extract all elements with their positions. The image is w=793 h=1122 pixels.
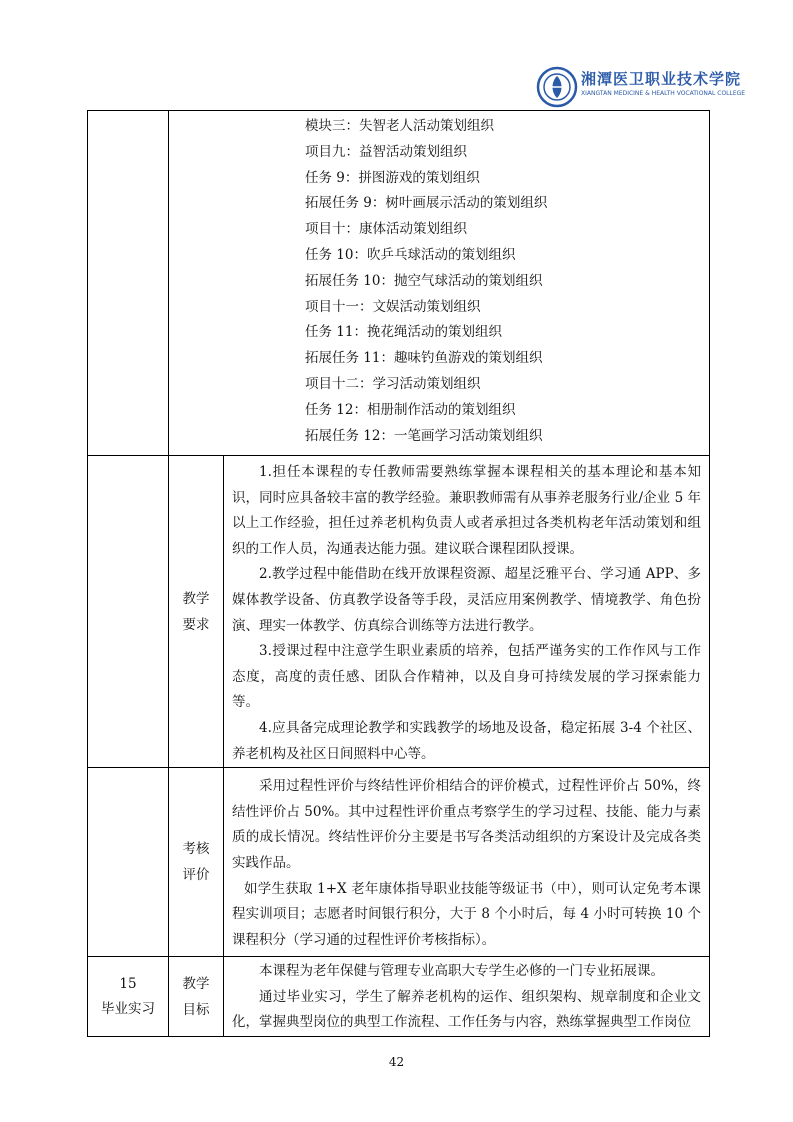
content-line: 拓展任务 10：抛空气球活动的策划组织 bbox=[305, 272, 543, 289]
course-number-name-cell bbox=[88, 957, 169, 1037]
curriculum-table bbox=[87, 110, 710, 1037]
college-logo bbox=[536, 66, 746, 108]
course-name: 毕业实习 bbox=[101, 1000, 155, 1017]
teaching-goal-cell bbox=[224, 957, 710, 1037]
table-row bbox=[88, 111, 710, 456]
assessment-label bbox=[169, 768, 224, 957]
teaching-requirements-cell bbox=[224, 456, 710, 768]
content-line: 模块三：失智老人活动策划组织 bbox=[305, 118, 494, 134]
label-text: 教学要求 bbox=[182, 590, 210, 633]
college-emblem-icon bbox=[536, 66, 578, 108]
content-line: 任务 10：吹乒乓球活动的策划组织 bbox=[305, 246, 516, 263]
content-line: 拓展任务 11：趣味钓鱼游戏的策划组织 bbox=[305, 350, 543, 367]
table-row bbox=[88, 456, 710, 768]
content-line: 任务 9：拼图游戏的策划组织 bbox=[305, 169, 480, 186]
empty-cell bbox=[88, 456, 169, 768]
label-text: 考核评价 bbox=[182, 841, 210, 884]
label-text: 教学目标 bbox=[182, 975, 210, 1018]
empty-cell bbox=[88, 768, 169, 957]
content-line: 任务 11：挽花绳活动的策划组织 bbox=[305, 324, 502, 341]
requirement-paragraph: 1.担任本课程的专任教师需要熟练掌握本课程相关的基本理论和基本知识，同时应具备较丰富的教学经验。兼职教师需有从事养老服务行业/企业 5 年以上工作经验，担任过养老机构负责人或者承担过各类机构老年活动策划和组织的工作人员，沟通表达能力强。建议联合课程团队授课。 bbox=[232, 464, 702, 557]
teaching-requirements-label bbox=[169, 456, 224, 768]
table-row bbox=[88, 957, 710, 1037]
assessment-paragraph: 采用过程性评价与终结性评价相结合的评价模式，过程性评价占 50%，终结性评价占 50%。其中过程性评价重点考察学生的学习过程、技能、能力与素质的成长情况。终结性评价分主要是书写各类活动组织的方案设计及完成各类实践作品。 bbox=[232, 778, 702, 871]
teaching-goal-label bbox=[169, 957, 224, 1037]
content-lines bbox=[169, 114, 709, 449]
requirement-paragraph: 4.应具备完成理论教学和实践教学的场地及设备，稳定拓展 3-4 个社区、养老机构及社区日间照料中心等。 bbox=[232, 719, 702, 762]
course-number: 15 bbox=[119, 975, 137, 992]
content-line: 任务 12：相册制作活动的策划组织 bbox=[305, 401, 516, 418]
content-line: 拓展任务 9：树叶画展示活动的策划组织 bbox=[305, 195, 548, 212]
requirement-paragraph: 2.教学过程中能借助在线开放课程资源、超星泛雅平台、学习通 APP、多媒体教学设备、仿真教学设备等手段，灵活应用案例教学、情境教学、角色扮演、理实一体教学、仿真综合训练等方法进行教学。 bbox=[232, 566, 702, 634]
content-line: 项目十二：学习活动策划组织 bbox=[305, 375, 481, 392]
requirement-paragraph: 3.授课过程中注意学生职业素质的培养，包括严谨务实的工作作风与工作态度，高度的责任感、团队合作精神，以及自身可持续发展的学习探索能力等。 bbox=[232, 643, 702, 711]
table-row bbox=[88, 768, 710, 957]
content-line: 项目十：康体活动策划组织 bbox=[305, 221, 467, 238]
content-line: 项目九：益智活动策划组织 bbox=[305, 143, 467, 160]
empty-cell bbox=[88, 111, 169, 456]
content-line: 拓展任务 12：一笔画学习活动策划组织 bbox=[305, 427, 543, 444]
assessment-paragraph: 如学生获取 1+X 老年康体指导职业技能等级证书（中），则可认定免考本课程实训项目；志愿者时间银行积分，大于 8 个小时后，每 4 小时可转换 10 个课程积分（学习通的过程性评价考核指标）。 bbox=[232, 880, 702, 948]
logo-text-cn: 湘潭医卫职业技术学院 bbox=[581, 70, 742, 88]
logo-text-en: XIANGTAN MEDICINE & HEALTH VOCATIONAL COLLEGE bbox=[581, 90, 746, 97]
assessment-cell bbox=[224, 768, 710, 957]
page-number: 42 bbox=[388, 1055, 405, 1069]
goal-paragraph: 本课程为老年保健与管理专业高职大专学生必修的一门专业拓展课。 bbox=[259, 963, 664, 980]
goal-paragraph: 通过毕业实习，学生了解养老机构的运作、组织架构、规章制度和企业文化，掌握典型岗位的典型工作流程、工作任务与内容，熟练掌握典型工作岗位 bbox=[232, 988, 702, 1031]
content-list-cell bbox=[169, 111, 710, 456]
content-line: 项目十一：文娱活动策划组织 bbox=[305, 298, 481, 315]
